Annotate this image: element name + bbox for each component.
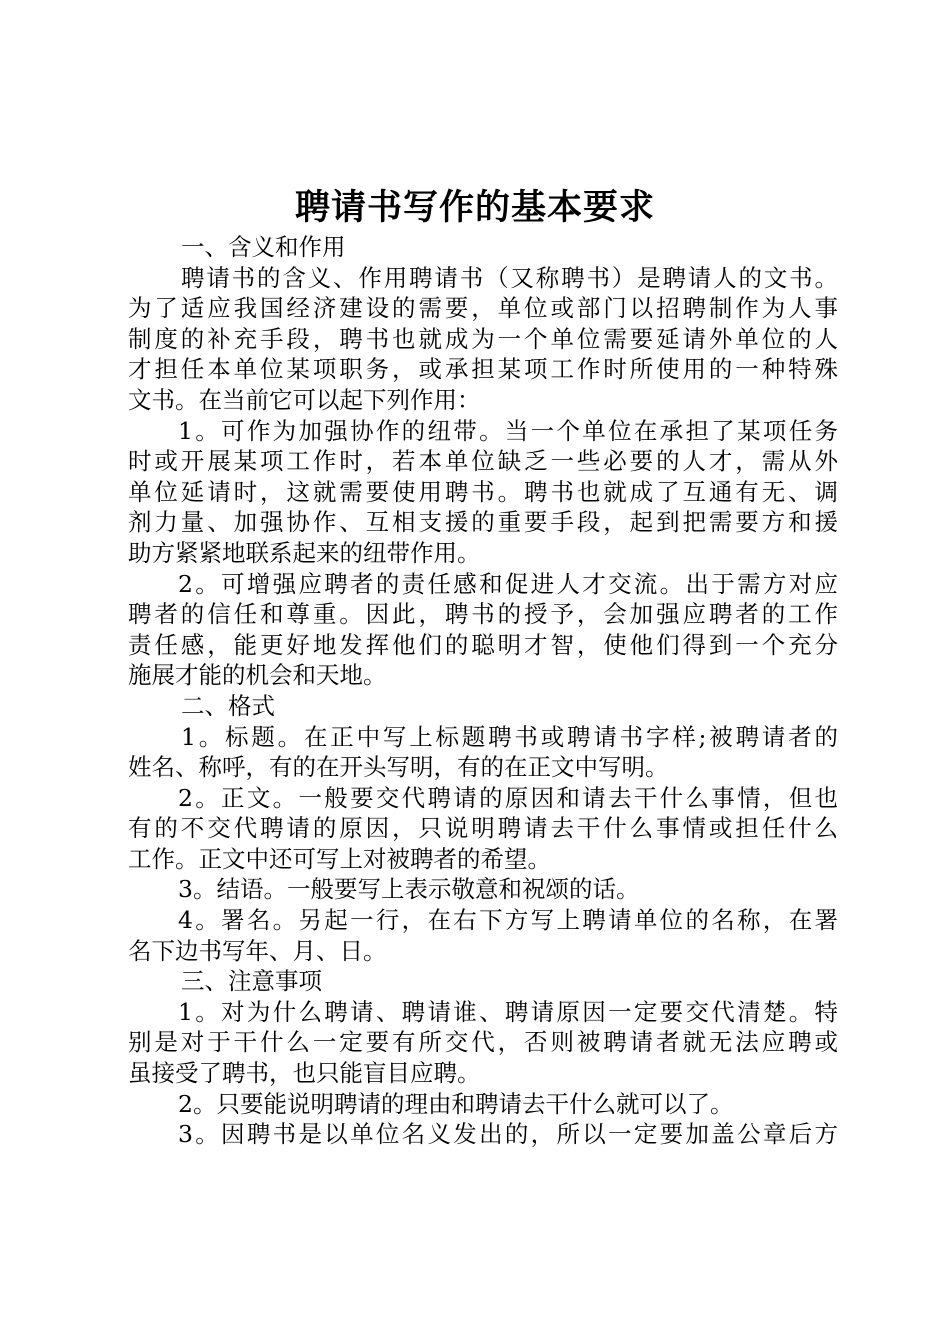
paragraph-line: 制度的补充手段，聘书也就成为一个单位需要延请外单位的人: [128, 324, 838, 353]
paragraph-line: 文书。在当前它可以起下列作用：: [128, 385, 481, 414]
paragraph-line: 有的不交代聘请的原因，只说明聘请去干什么事情或担任什么: [128, 814, 838, 843]
paragraph-line: 1。对为什么聘请、聘请谁、聘请原因一定要交代清楚。特: [178, 997, 838, 1026]
paragraph-line: 助方紧紧地联系起来的纽带作用。: [128, 538, 481, 567]
paragraph-line: 责任感，能更好地发挥他们的聪明才智，使他们得到一个充分: [128, 630, 838, 659]
section-heading: 一、含义和作用: [181, 233, 346, 261]
paragraph-line: 剂力量、加强协作、互相支援的重要手段，起到把需要方和援: [128, 508, 838, 537]
paragraph-line: 单位延请时，这就需要使用聘书。聘书也就成了互通有无、调: [128, 477, 838, 506]
paragraph-line: 施展才能的机会和天地。: [128, 661, 387, 690]
paragraph-line: 1。可作为加强协作的纽带。当一个单位在承担了某项任务: [178, 416, 838, 445]
section-heading: 三、注意事项: [181, 967, 322, 996]
paragraph-line: 工作。正文中还可写上对被聘者的希望。: [128, 844, 551, 873]
paragraph-line: 时或开展某项工作时，若本单位缺乏一些必要的人才，需从外: [128, 447, 838, 476]
paragraph-line: 2。正文。一般要交代聘请的原因和请去干什么事情，但也: [178, 783, 838, 812]
document-body: [128, 232, 838, 1150]
document-title: 聘请书写作的基本要求: [294, 187, 655, 228]
paragraph-line: 3。因聘书是以单位名义发出的，所以一定要加盖公章后方: [178, 1120, 838, 1149]
paragraph-line: 1。标题。在正中写上标题聘书或聘请书字样;被聘请者的: [181, 722, 838, 751]
paragraph-line: 3。结语。一般要写上表示敬意和祝颂的话。: [178, 875, 640, 904]
section-heading: 二、格式: [181, 691, 275, 720]
paragraph-line: 别是对于干什么一定要有所交代，否则被聘请者就无法应聘或: [128, 1028, 838, 1057]
paragraph-line: 4。署名。另起一行，在右下方写上聘请单位的名称，在署: [178, 906, 838, 935]
paragraph-line: 2。可增强应聘者的责任感和促进人才交流。出于需方对应: [178, 569, 838, 598]
paragraph-line: 聘请书的含义、作用聘请书（又称聘书）是聘请人的文书。: [181, 263, 838, 292]
paragraph-line: 才担任本单位某项职务，或承担某项工作时所使用的一种特殊: [128, 355, 838, 384]
paragraph-line: 虽接受了聘书，也只能盲目应聘。: [128, 1059, 481, 1088]
paragraph-line: 聘者的信任和尊重。因此，聘书的授予，会加强应聘者的工作: [128, 600, 838, 629]
paragraph-line: 名下边书写年、月、日。: [128, 936, 387, 965]
paragraph-line: 2。只要能说明聘请的理由和聘请去干什么就可以了。: [178, 1089, 734, 1118]
paragraph-line: 为了适应我国经济建设的需要，单位或部门以招聘制作为人事: [128, 294, 838, 323]
paragraph-line: 姓名、称呼，有的在开头写明，有的在正文中写明。: [128, 753, 669, 782]
